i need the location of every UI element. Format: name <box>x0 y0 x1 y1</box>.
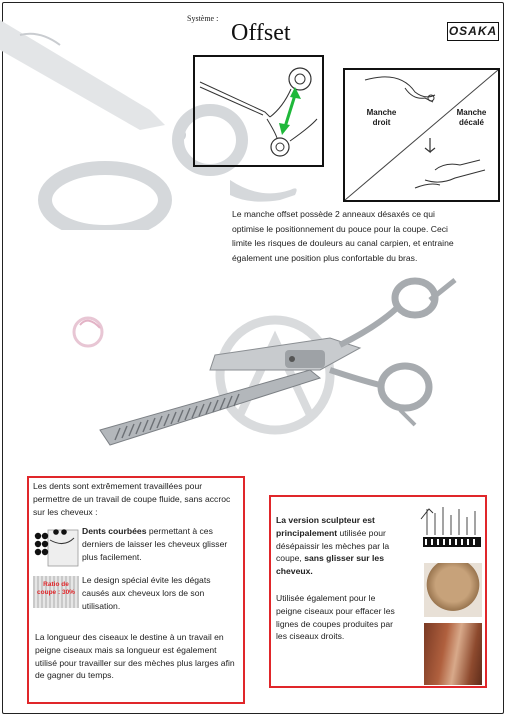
design-text: Le design spécial évite les dégats causés aux cheveux lors de son utilisation. <box>82 575 211 611</box>
teeth-info-box <box>27 476 245 704</box>
curved-teeth-bold: Dents courbées <box>82 526 147 536</box>
hair-bun-photo <box>424 563 482 617</box>
systeme-label: Système : <box>187 14 219 23</box>
curved-teeth-icon <box>34 526 82 570</box>
length-text: La longueur des ciseaux le destine à un travail en peigne ciseaux mais sa longueur est également utilisé pour travailler sur des mèches plus larges afin de gagner du temps. <box>35 632 235 681</box>
hair-cut-photo <box>424 623 482 685</box>
page-title: Offset <box>231 20 291 46</box>
comb-thinning-illustration <box>419 499 485 557</box>
curved-teeth-rest: permettant à ces derniers de laisser les cheveux glisser plus facilement. <box>82 526 228 562</box>
thinning-scissors-image <box>60 270 480 460</box>
label-manche-droit: Manche droit <box>366 108 397 127</box>
hand-sketch <box>345 70 498 200</box>
sculptor-bold-1: La version sculpteur est principalement <box>276 515 375 538</box>
sculptor-usage-text: Utilisée également pour le peigne ciseaux pour effacer les lignes de coupes produites par les ciseaux droits. <box>276 593 395 642</box>
handle-comparison-diagram <box>343 68 500 202</box>
offset-scissors-sketch <box>195 57 322 165</box>
curved-teeth-text <box>82 525 237 563</box>
sculptor-bold-2: sans glisser sur les cheveux. <box>276 553 384 577</box>
intro-paragraph: Le manche offset possède 2 anneaux désaxés ce qui optimise le positionnement du pouce pour la coupe. Ceci limite les risques de douleurs au canal carpien, et entraine également une position plus confortable du bras. <box>232 209 454 263</box>
brand-logo: OSAKA <box>447 22 499 41</box>
ratio-badge <box>33 576 79 608</box>
offset-handle-diagram <box>193 55 324 167</box>
sculptor-paragraph <box>276 514 401 578</box>
ratio-label: Ratio de coupe : 30% <box>37 581 75 596</box>
sculptor-info-box <box>269 495 487 688</box>
teeth-intro-text: Les dents sont extrêmement travaillées pour permettre de un travail de coupe fluide, sans accroc sur les cheveux : <box>33 481 231 517</box>
sculptor-normal-1: utilisée pour désépaissir les mèches par la coupe, <box>276 527 390 564</box>
label-manche-decale: Manche décalé <box>456 108 487 127</box>
